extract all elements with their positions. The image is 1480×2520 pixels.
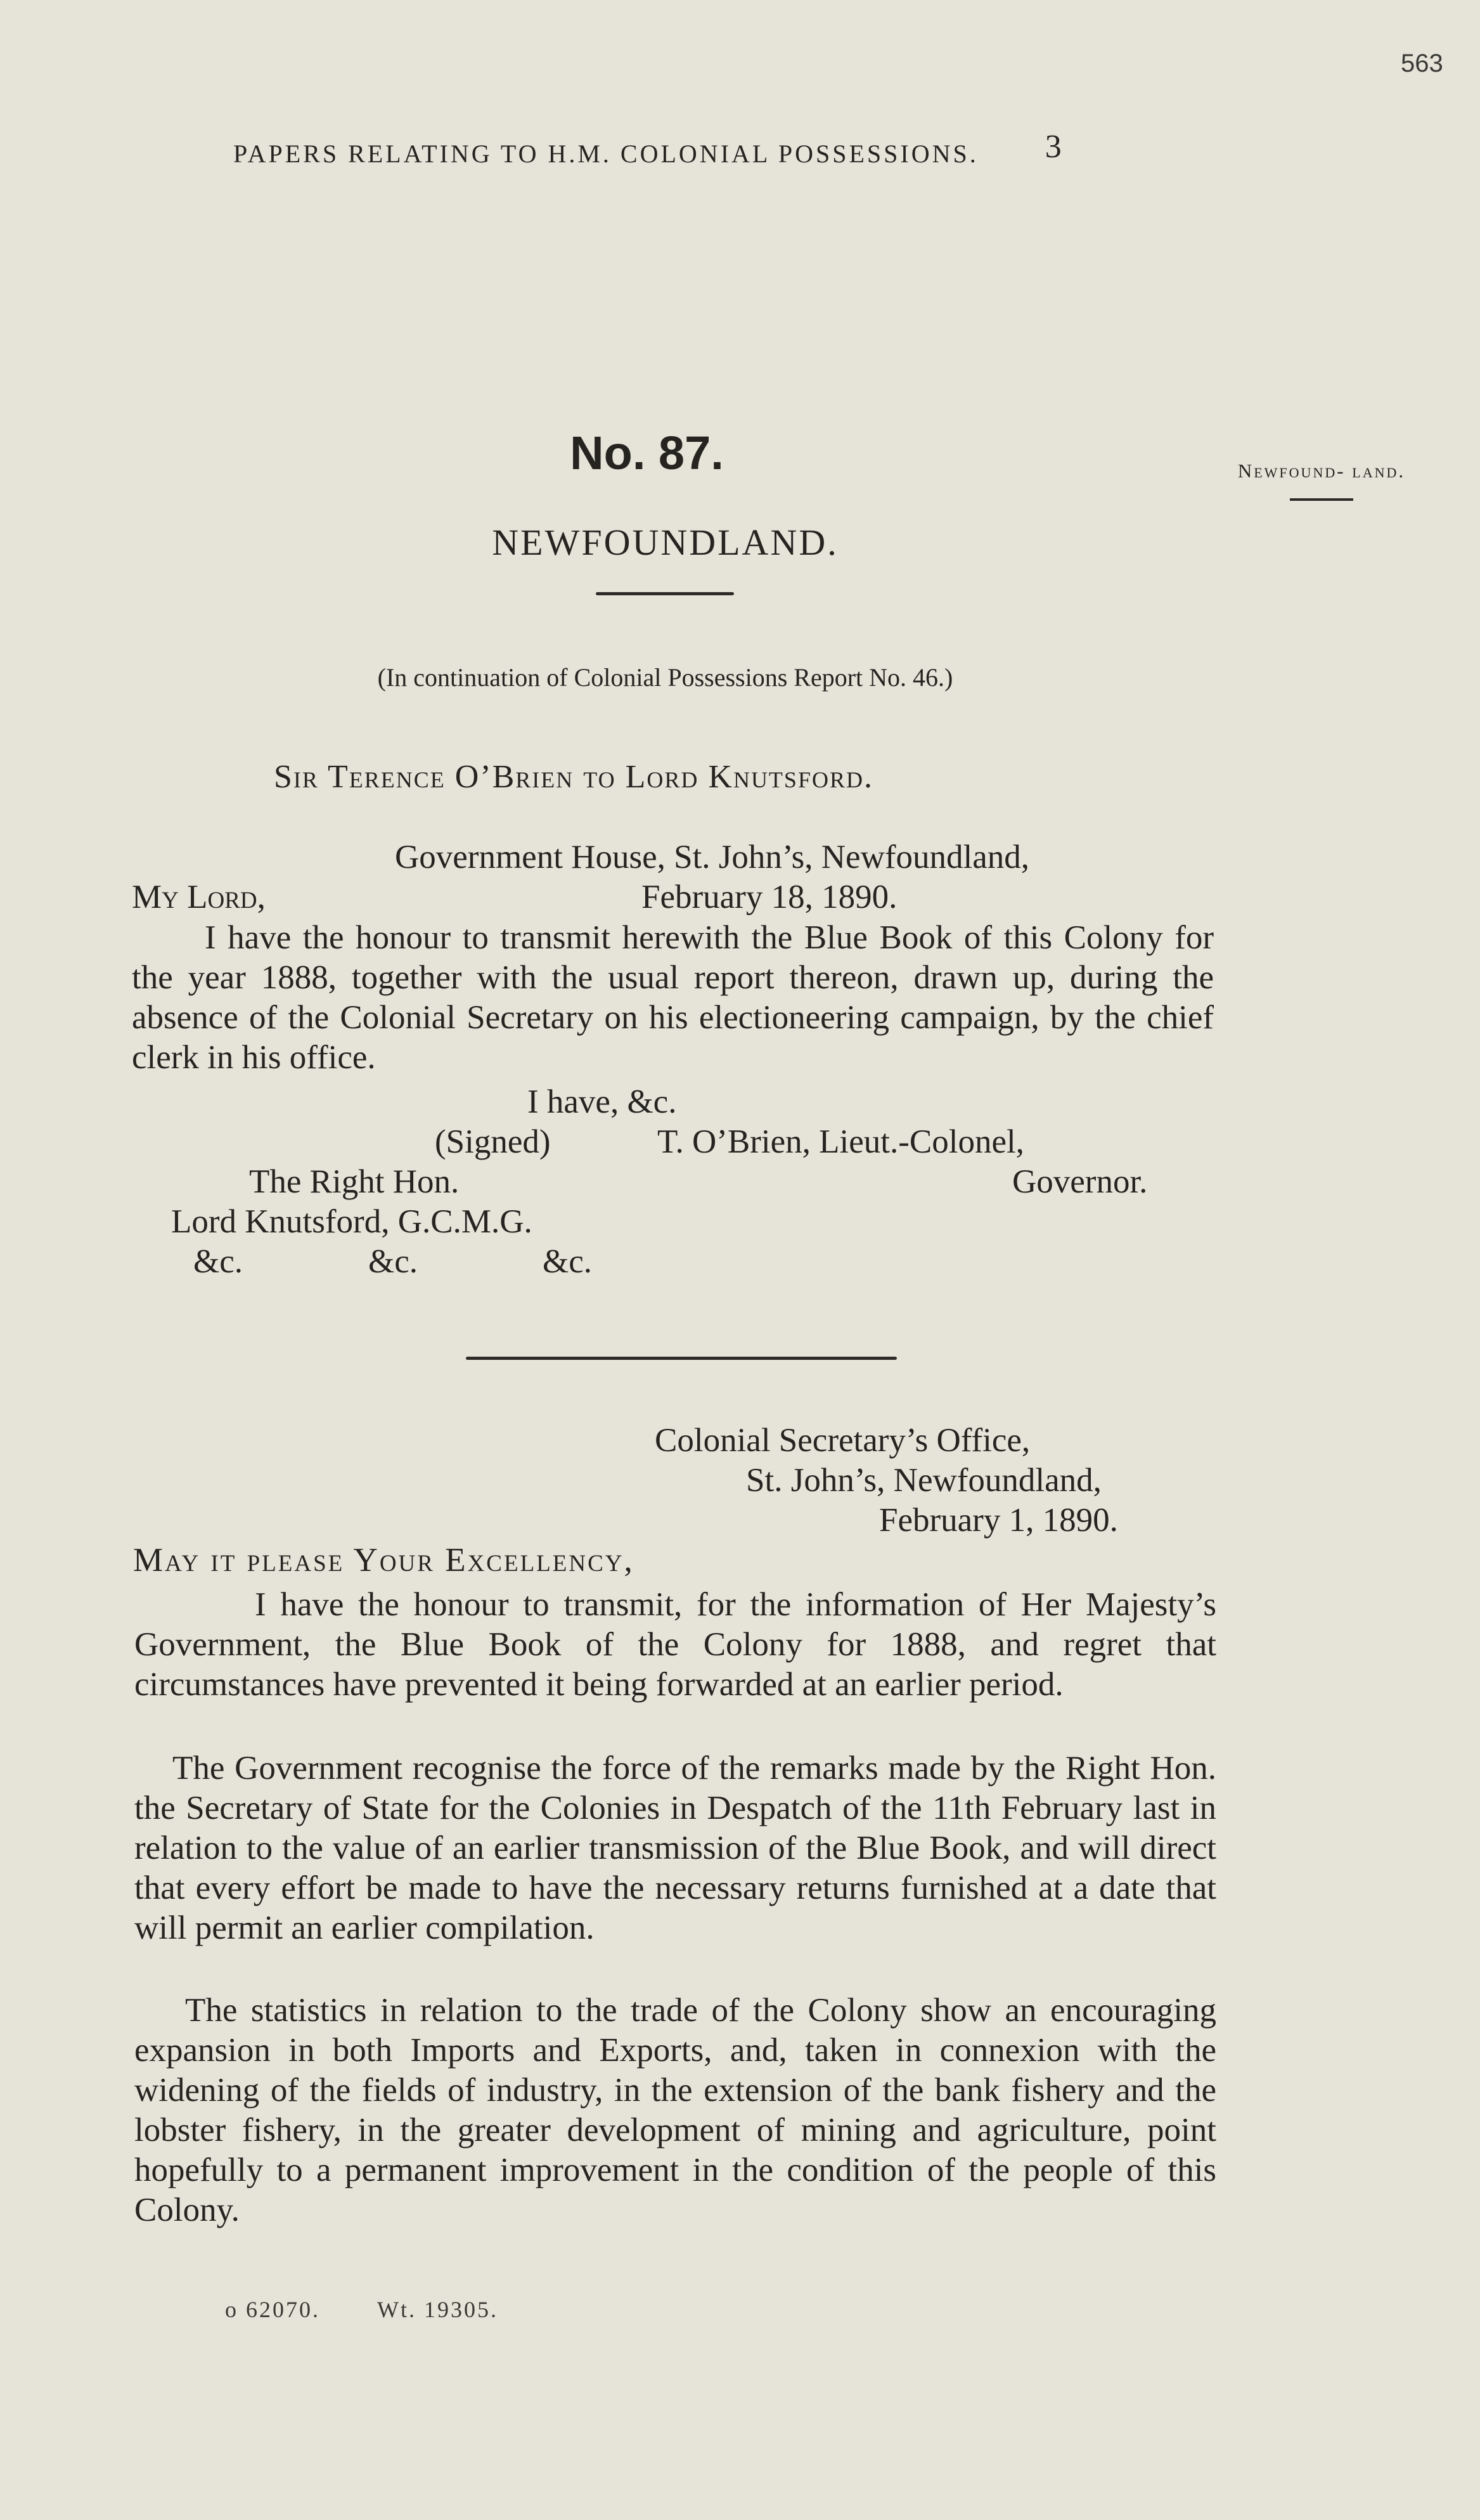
letter2-date: February 1, 1890. [879,1502,1118,1539]
continuation-note-text: (In continuation of Colonial Possessions Report No. 46.) [377,663,953,692]
letter1-signed: (Signed) [435,1123,551,1160]
letter1-closing: I have, &c. [527,1083,677,1120]
document-title-text: NEWFOUNDLAND. [492,522,839,563]
letter1-recipient-line2: Lord Knutsford, G.C.M.G. [171,1203,532,1240]
section-divider [466,1357,897,1360]
footer-weight: Wt. 19305. [377,2297,498,2322]
letter1-signature-title: Governor. [1012,1163,1148,1200]
archive-page-number: 563 [1401,49,1443,77]
letter1-body: I have the honour to transmit herewith the Blue Book of this Colony for the year 1888, together with the usual report thereon, drawn up, during the absence of the Colonial Secretary on his electioneering campaign, by the chief clerk in his office. [132,919,1214,1076]
page-number: 3 [1045,129,1062,165]
letter2-paragraph: The statistics in relation to the trade of the Colony show an encouraging expansion in both Imports and Exports, and, taken in connexion with the widening of the fields of industry, in the extension of the bank fishery and the lobster fishery, in the greater development of mining and agriculture, point hopefully to a permanent improvement in the condition of the people of this Colony. [134,1992,1216,2228]
title-rule [596,592,734,595]
letter1-signature: T. O’Brien, Lieut.-Colonel, [657,1123,1024,1160]
running-head-title: PAPERS RELATING TO H.M. COLONIAL POSSESSIONS. [233,139,979,168]
letter2-address-line2: St. John’s, Newfoundland, [746,1462,1102,1499]
letter1-recipient-line1: The Right Hon. [249,1163,460,1200]
margin-note [1236,456,1407,501]
letter2-paragraph: I have the honour to transmit, for the information of Her Majesty’s Government, the Blue Book of the Colony for 1888, and regret that circumstances have prevented it being forwarded at an earlier period. [134,1586,1216,1703]
letter1-salutation: My Lord, [132,879,266,915]
letter1-etc: &c. [368,1243,418,1280]
letter1-etc: &c. [543,1243,592,1280]
footer-code: o 62070. [225,2297,320,2322]
printer-footer [225,2296,498,2323]
letter1-address: Government House, St. John’s, Newfoundland, [395,839,1029,876]
letter1-etc: &c. [193,1243,243,1280]
continuation-note [0,662,1480,692]
document-title [0,521,1480,564]
letter2-address-line1: Colonial Secretary’s Office, [655,1422,1031,1459]
letter-heading: Sir Terence O’Brien to Lord Knutsford. [274,759,873,795]
margin-note-text: Newfound- land. [1237,460,1406,482]
margin-note-rule [1290,498,1353,501]
document-number-text: No. 87. [570,427,724,479]
running-head [233,129,1062,171]
letter2-salutation: May it please Your Excellency, [133,1542,634,1579]
letter2-paragraph: The Government recognise the force of the remarks made by the Right Hon. the Secretary of State for the Colonies in Despatch of the 11th February last in relation to the value of an earlier transmission of the Blue Book, and will direct that every effort be made to have the necessary returns furnished at a date that will permit an earlier compilation. [134,1750,1216,1946]
letter1-date: February 18, 1890. [641,879,898,915]
